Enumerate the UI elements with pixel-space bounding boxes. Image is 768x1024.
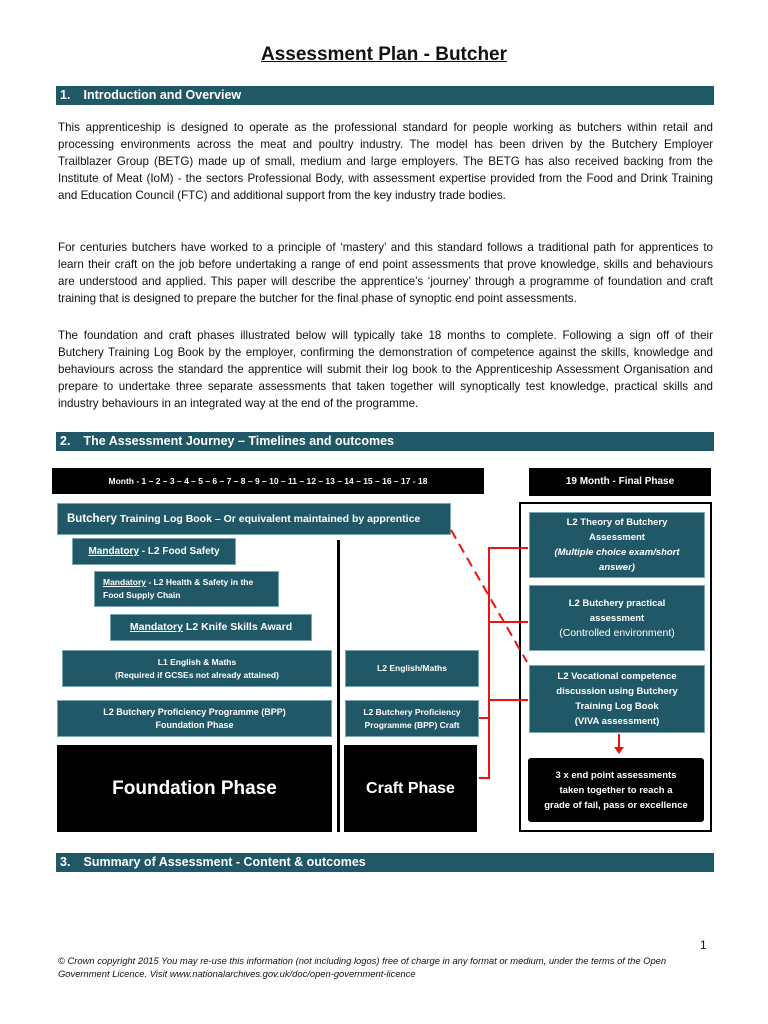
vocational-line1: L2 Vocational competence	[557, 671, 677, 682]
knife-skills-text: L2 Knife Skills Award	[182, 621, 293, 633]
section-title: Summary of Assessment - Content & outcomes	[83, 855, 366, 869]
mandatory-label: Mandatory	[103, 577, 146, 587]
arrow-down-icon	[614, 747, 624, 754]
section-heading-3	[56, 853, 714, 872]
theory-line2: Assessment	[589, 532, 645, 543]
final-phase-title: 19 Month - Final Phase	[529, 468, 711, 496]
section-title: The Assessment Journey – Timelines and outcomes	[83, 434, 395, 448]
practical-line2: assessment	[589, 612, 645, 624]
section-number: 2.	[60, 434, 71, 448]
section-number: 1.	[60, 88, 71, 102]
endpoint-line2: taken together to reach a	[559, 784, 673, 796]
bpp-craft-line1: L2 Butchery Proficiency	[363, 706, 461, 717]
intro-paragraph-1: This apprenticeship is designed to operate as the professional standard for people working as butchers within retail and processing environments across the meat and poultry industry. The model has been driven by the Butchery Employer Trailblazer Group (BETG) made up of small, medium and large employers. The BETG has also received backing from the Institute of Meat (IoM) - the sectors Professional Body, with assessment expertise provided from the Food and Drink Training and Education Council (FTC) and additional support from the key industry trade bodies.	[58, 121, 713, 202]
connector-bracket-top	[479, 548, 528, 718]
health-safety-line2: Food Supply Chain	[103, 590, 181, 600]
theory-line4: answer)	[599, 562, 635, 573]
connector-bracket-bottom	[479, 718, 489, 778]
intro-paragraph-2: For centuries butchers have worked to a principle of ‘mastery’ and this standard follows a traditional path for apprentices to learn their craft on the job before undertaking a range of end point assessments that prove knowledge, skills and behaviours are understood and applied. This paper will describe the apprentice’s ‘journey’ through a programme of foundation and craft training that is designed to prepare the butcher for the final phase of synoptic end point assessments.	[58, 241, 713, 305]
section-number: 3.	[60, 855, 71, 869]
page-title: Assessment Plan - Butcher	[260, 44, 508, 65]
section-title: Introduction and Overview	[83, 88, 242, 102]
craft-phase-block: Craft Phase	[344, 745, 477, 832]
l1-maths-line2: (Required if GCSEs not already attained)	[115, 669, 279, 680]
vocational-line4: (VIVA assessment)	[574, 716, 660, 727]
page-number: 1	[700, 938, 707, 952]
vocational-line2: discussion using Butchery	[556, 686, 678, 697]
bpp-foundation-line2: Foundation Phase	[155, 719, 234, 730]
months-timeline-bar: Month - 1 – 2 – 3 – 4 – 5 – 6 – 7 – 8 – 9 – 10 – 11 – 12 – 13 – 14 – 15 – 16 – 17 - 18	[52, 468, 484, 494]
theory-line1: L2 Theory of Butchery	[566, 517, 668, 528]
practical-line3: (Controlled environment)	[559, 626, 675, 639]
foundation-phase-block: Foundation Phase	[57, 745, 332, 832]
log-book-text: Training Log Book – Or equivalent maintained by apprentice	[116, 512, 421, 525]
food-safety-text: - L2 Food Safety	[139, 546, 220, 557]
vocational-line3: Training Log Book	[575, 701, 659, 712]
bpp-craft-line2: Programme (BPP) Craft	[364, 719, 460, 730]
theory-line3: (Multiple choice exam/short	[554, 547, 680, 558]
practical-line1: L2 Butchery practical	[568, 597, 666, 609]
intro-paragraph-3: The foundation and craft phases illustrated below will typically take 18 months to complete. Following a sign off of their Butchery Training Log Book by the employer, confirming the demonstration of competence against the skills, knowledge and behaviours across the standard the apprentice will submit their log book to the Apprenticeship Assessment Organisation and prepare to undertake three separate assessments that taken together will synoptically test knowledge, practical skills and industry behaviours in an integrated way at the end of the programme.	[58, 329, 713, 410]
bpp-foundation-line1: L2 Butchery Proficiency Programme (BPP)	[103, 706, 286, 717]
health-safety-text: - L2 Health & Safety in the	[145, 577, 254, 587]
log-book-bold: Butchery	[67, 512, 117, 525]
l2-maths-text: L2 English/Maths	[377, 663, 447, 673]
copyright-footer: © Crown copyright 2015 You may re-use this information (not including logos) free of charge in any format or medium, under the terms of the Open Government Licence. Visit www.nationalarchives.gov.uk/doc/open-government-licence	[58, 955, 667, 979]
endpoint-line3: grade of fail, pass or excellence	[544, 799, 688, 811]
mandatory-label: Mandatory	[129, 621, 183, 633]
mandatory-label: Mandatory	[88, 546, 139, 557]
endpoint-line1: 3 x end point assessments	[555, 769, 677, 781]
l1-maths-line1: L1 English & Maths	[157, 656, 237, 667]
